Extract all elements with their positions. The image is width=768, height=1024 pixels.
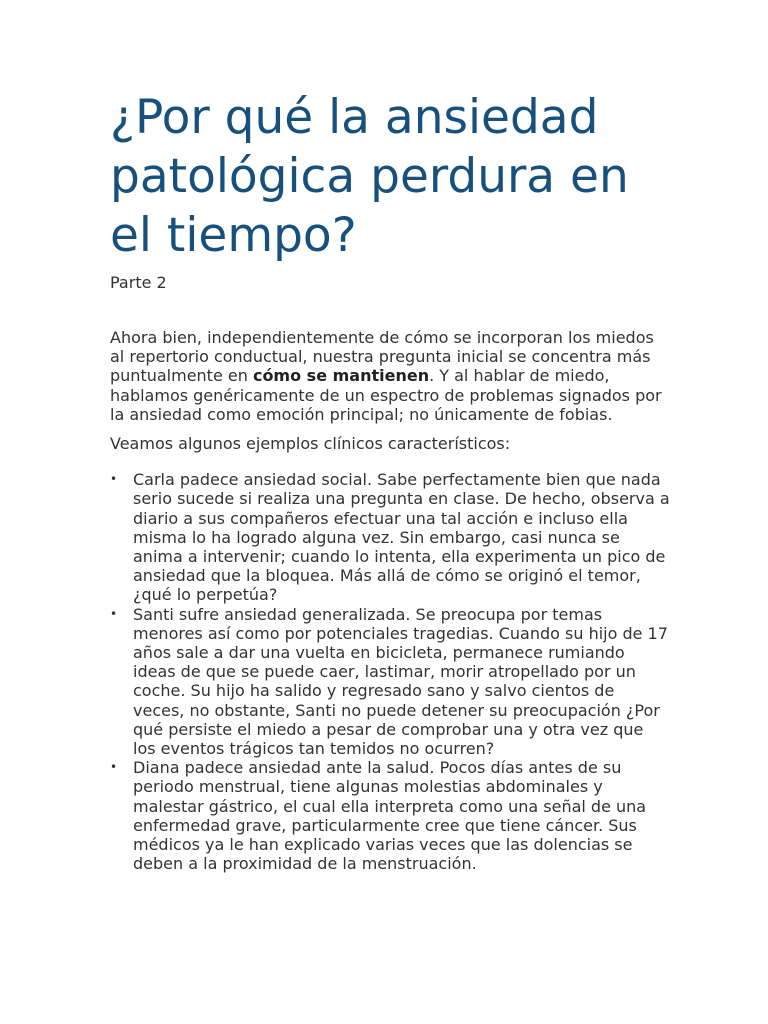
article-title: ¿Por qué la ansiedad patológica perdura en el tiempo?	[110, 90, 629, 263]
article-subtitle: Parte 2	[110, 273, 167, 292]
list-item-text: Diana padece ansiedad ante la salud. Pocos días antes de su periodo menstrual, tiene algunas molestias abdominales y malestar gástrico, el cual ella interpreta como una señal de una enfermedad grave, particularmente cree que tiene cáncer. Sus médicos ya le han explicado varias veces que las dolencias se deben a la proximidad de la menstruación.	[133, 758, 647, 874]
intro-text-end: . Y al hablar de miedo, hablamos genéricamente de un espectro de problemas signados por la ansiedad como emoción principal; no únicamente de fobias.	[110, 366, 662, 424]
intro-paragraph	[110, 328, 670, 424]
intro-text-start: Ahora bien, independientemente de cómo se incorporan los miedos al repertorio conductual, nuestra pregunta inicial se concentra más puntualmente en	[110, 328, 654, 386]
list-item	[110, 470, 670, 604]
bullet-icon: •	[110, 606, 118, 621]
list-item	[110, 758, 670, 873]
bullet-icon: •	[110, 760, 118, 775]
list-item-text: Santi sufre ansiedad generalizada. Se preocupa por temas menores así como por potenciales tragedias. Cuando su hijo de 17 años sale a dar una vuelta en bicicleta, permanece rumiando ideas de que se puede caer, lastimar, morir atropellado por un coche. Su hijo ha salido y regresado sano y salvo cientos de veces, no obstante, Santi no puede detener su preocupación ¿Por qué persiste el miedo a pesar de comprobar una y otra vez que los eventos trágicos tan temidos no ocurren?	[133, 604, 668, 759]
examples-list	[110, 470, 670, 873]
bullet-icon: •	[110, 472, 118, 487]
intro-bold-phrase: cómo se mantienen	[252, 366, 430, 386]
list-item-text: Carla padece ansiedad social. Sabe perfectamente bien que nada serio sucede si realiza una pregunta en clase. De hecho, observa a diario a sus compañeros efectuar una tal acción e incluso ella misma lo ha logrado alguna vez. Sin embargo, casi nunca se anima a intervenir; cuando lo intenta, ella experimenta un pico de ansiedad que la bloquea. Más allá de cómo se originó el temor, ¿qué lo perpetúa?	[133, 470, 670, 605]
examples-intro-paragraph: Veamos algunos ejemplos clínicos característicos:	[110, 434, 511, 454]
document-page	[110, 88, 670, 873]
list-item	[110, 605, 670, 759]
